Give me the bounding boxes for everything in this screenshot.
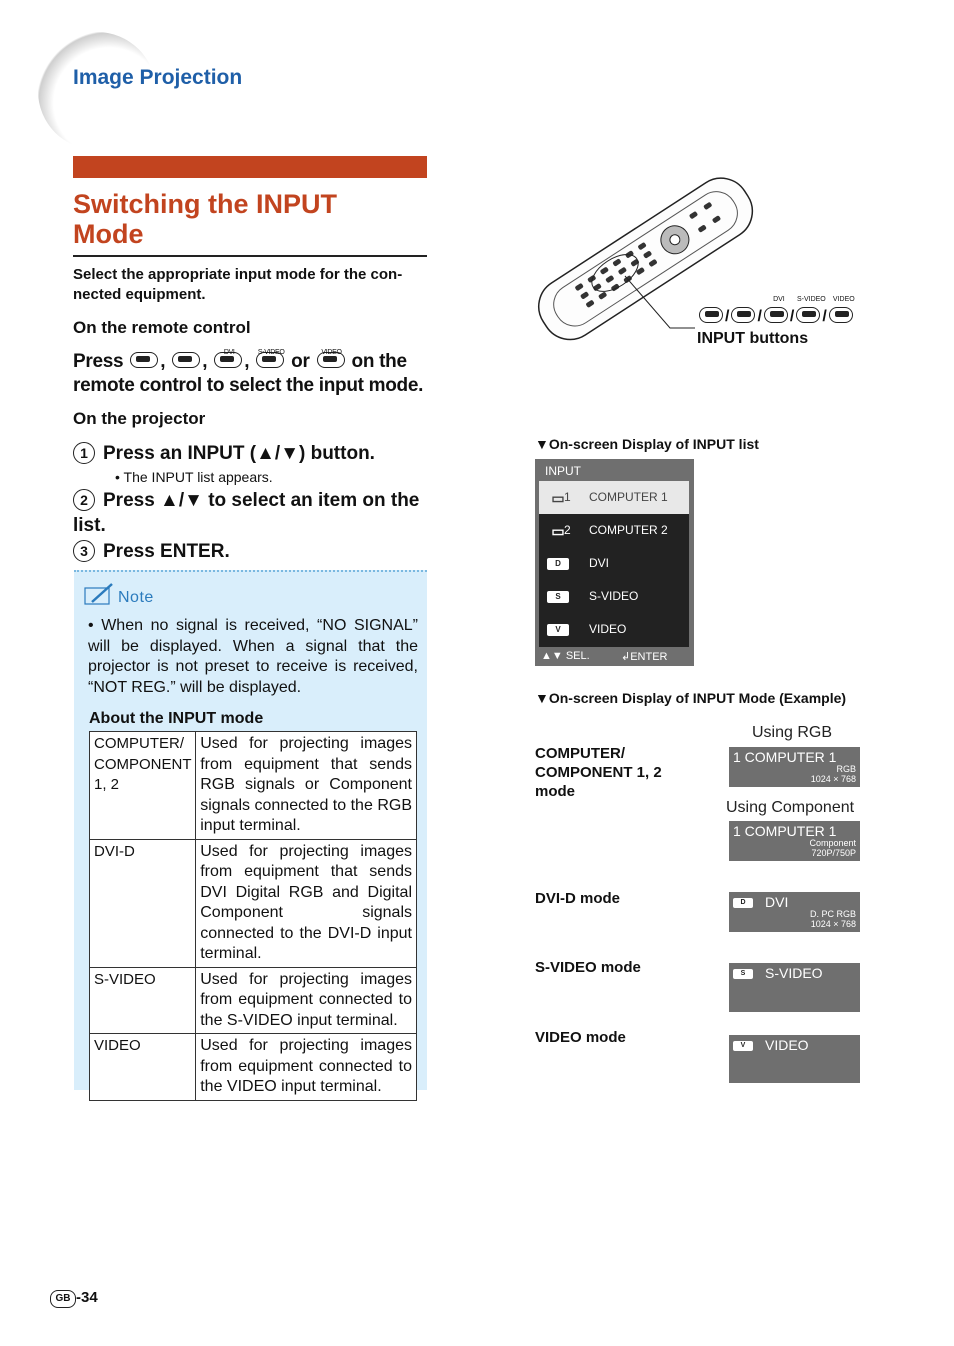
item-label: COMPUTER 1 (589, 490, 668, 504)
desc-cell: Used for projecting images from equipment connected to the VIDEO input terminal. (196, 1034, 417, 1101)
step-1-text: Press an INPUT (▲/▼) button. (103, 443, 375, 464)
table-row (90, 839, 417, 967)
item-label: S-VIDEO (589, 589, 639, 603)
item-label: COMPUTER 2 (589, 523, 668, 537)
computer2-button-icon (172, 352, 200, 368)
step-2-number: 2 (73, 489, 95, 511)
osd-footer-enter: ↲ENTER (621, 651, 668, 663)
svideo-caption: S-VIDEO (796, 295, 826, 303)
component-osd (729, 821, 860, 861)
title-bar (73, 156, 427, 178)
osd-name: VIDEO (765, 1037, 809, 1053)
dvi-button-icon (214, 348, 242, 368)
page-title-line1: Switching the INPUT (73, 189, 338, 219)
svideo-osd (729, 963, 860, 1012)
press-word: Press (73, 351, 124, 372)
video-button-icon (829, 295, 855, 323)
table-row (90, 732, 417, 840)
list-item[interactable] (539, 613, 689, 646)
osd-resolution: 720P/750P (811, 848, 856, 858)
item-label: DVI (589, 556, 610, 570)
video-button-icon (317, 348, 345, 368)
page-number-text: -34 (76, 1289, 98, 1306)
about-input-mode-title: About the INPUT mode (89, 710, 264, 727)
header-decoration (38, 32, 156, 150)
computer2-button-icon (731, 307, 755, 323)
note-label: Note (118, 589, 154, 606)
mode-cell: S-VIDEO (90, 967, 196, 1034)
list-item[interactable] (539, 514, 689, 547)
computer-mode-label: COMPUTER/ COMPONENT 1, 2 mode (535, 745, 662, 800)
osd-name: DVI (765, 894, 789, 910)
step-1 (73, 441, 433, 466)
svideo-caption: S-VIDEO (257, 348, 285, 356)
svideo-button-icon (256, 348, 285, 368)
video-caption: VIDEO (321, 348, 342, 356)
remote-instruction: Press , , DVI , S-VIDEO or VIDEO on the remote control to select the input mode. (73, 350, 433, 398)
list-item[interactable] (539, 481, 689, 514)
rgb-osd (729, 747, 860, 787)
osd-name: S-VIDEO (765, 965, 823, 981)
mode-cell: COMPUTER/ COMPONENT 1, 2 (90, 732, 196, 840)
step-3-number: 3 (73, 540, 95, 562)
osd-name: 1 COMPUTER 1 (733, 823, 837, 839)
computer1-button-icon (130, 352, 158, 368)
list-item[interactable] (539, 580, 689, 613)
intro-line1: Select the appropriate input mode for the con- (73, 266, 403, 283)
intro-line2: nected equipment. (73, 286, 206, 303)
osd-signal: RGB (836, 764, 856, 774)
mode-cell: DVI-D (90, 839, 196, 967)
press-tail: on the (351, 351, 407, 372)
remote-heading: On the remote control (73, 318, 251, 337)
input-mode-table (89, 731, 417, 1101)
dvi-osd (729, 892, 860, 932)
video-caption: VIDEO (832, 295, 855, 303)
desc-cell: Used for projecting images from equipment that sends DVI Digital RGB and Digital Component signals connected to the DVI-D input terminal. (196, 839, 417, 967)
osd-list (539, 481, 689, 647)
desc-cell: Used for projecting images from equipment connected to the S-VIDEO input terminal. (196, 967, 417, 1034)
svideo-icon: S (733, 969, 753, 979)
step-3-text: Press ENTER. (103, 541, 230, 562)
region-badge: GB (50, 1290, 76, 1308)
projector-heading: On the projector (73, 409, 206, 428)
input-buttons-row: / / DVI / S-VIDEO / VIDEO (697, 308, 855, 330)
page-title-line2: Mode (73, 219, 144, 249)
step-3 (73, 539, 433, 564)
computer1-button-icon (699, 307, 723, 323)
mode-cell: VIDEO (90, 1034, 196, 1101)
item-number: 1 (564, 490, 571, 504)
svideo-button-icon (796, 295, 826, 323)
page-number (50, 1289, 98, 1308)
dvi-caption: DVI (773, 295, 785, 303)
osd-name: 1 COMPUTER 1 (733, 749, 837, 765)
desc-cell: Used for projecting images from equipment that sends RGB signals or Component signals connected to the RGB input terminal. (196, 732, 417, 840)
page-title (73, 189, 433, 249)
list-item[interactable] (539, 547, 689, 580)
table-row (90, 1034, 417, 1101)
input-buttons-label: INPUT buttons (697, 330, 809, 347)
item-number: 2 (564, 523, 571, 537)
monitor-icon: ▭ (551, 490, 565, 506)
step-2 (73, 488, 433, 538)
or-word: or (291, 351, 310, 372)
input-list-caption: ▼On-screen Display of INPUT list (535, 436, 759, 452)
section-title: Image Projection (73, 66, 243, 89)
input-buttons-callout (697, 295, 855, 348)
dvi-icon: D (547, 558, 569, 570)
video-icon: V (547, 624, 569, 636)
dvi-button-icon (764, 295, 788, 323)
step-1-number: 1 (73, 442, 95, 464)
osd-resolution: 1024 × 768 (810, 919, 856, 929)
using-component-label: Using Component (726, 799, 855, 816)
dvi-mode-label: DVI-D mode (535, 890, 621, 907)
step-2-text: Press ▲/▼ to select an item on the list. (73, 490, 420, 536)
dvi-icon: D (733, 898, 753, 908)
video-osd (729, 1035, 860, 1083)
using-rgb-label: Using RGB (752, 724, 833, 741)
osd-signal: D. PC RGB (809, 909, 856, 919)
table-row (90, 967, 417, 1034)
item-label: VIDEO (589, 622, 627, 636)
osd-signal: Component (809, 838, 856, 848)
step-1-note: • The INPUT list appears. (115, 469, 273, 485)
osd-title: INPUT (545, 464, 581, 478)
osd-resolution: 1024 × 768 (810, 774, 856, 784)
note-text: • When no signal is received, “NO SIGNAL” will be displayed. When a signal that the projector is not preset to receive is received, “NOT REG.” will be displayed. (88, 617, 418, 696)
title-rule (73, 255, 427, 257)
input-mode-caption: ▼On-screen Display of INPUT Mode (Example) (535, 690, 847, 706)
intro-text (73, 265, 429, 305)
osd-footer-sel: ▲▼ SEL. (541, 650, 590, 662)
svideo-mode-label: S-VIDEO mode (535, 959, 641, 976)
svideo-icon: S (547, 591, 569, 603)
dvi-caption: DVI (223, 348, 235, 356)
video-icon: V (733, 1041, 753, 1051)
press-line2: remote control to select the input mode. (73, 375, 424, 396)
video-mode-label: VIDEO mode (535, 1029, 626, 1046)
pencil-icon (82, 582, 116, 608)
input-list-osd (535, 459, 694, 666)
monitor-icon: ▭ (551, 523, 565, 539)
